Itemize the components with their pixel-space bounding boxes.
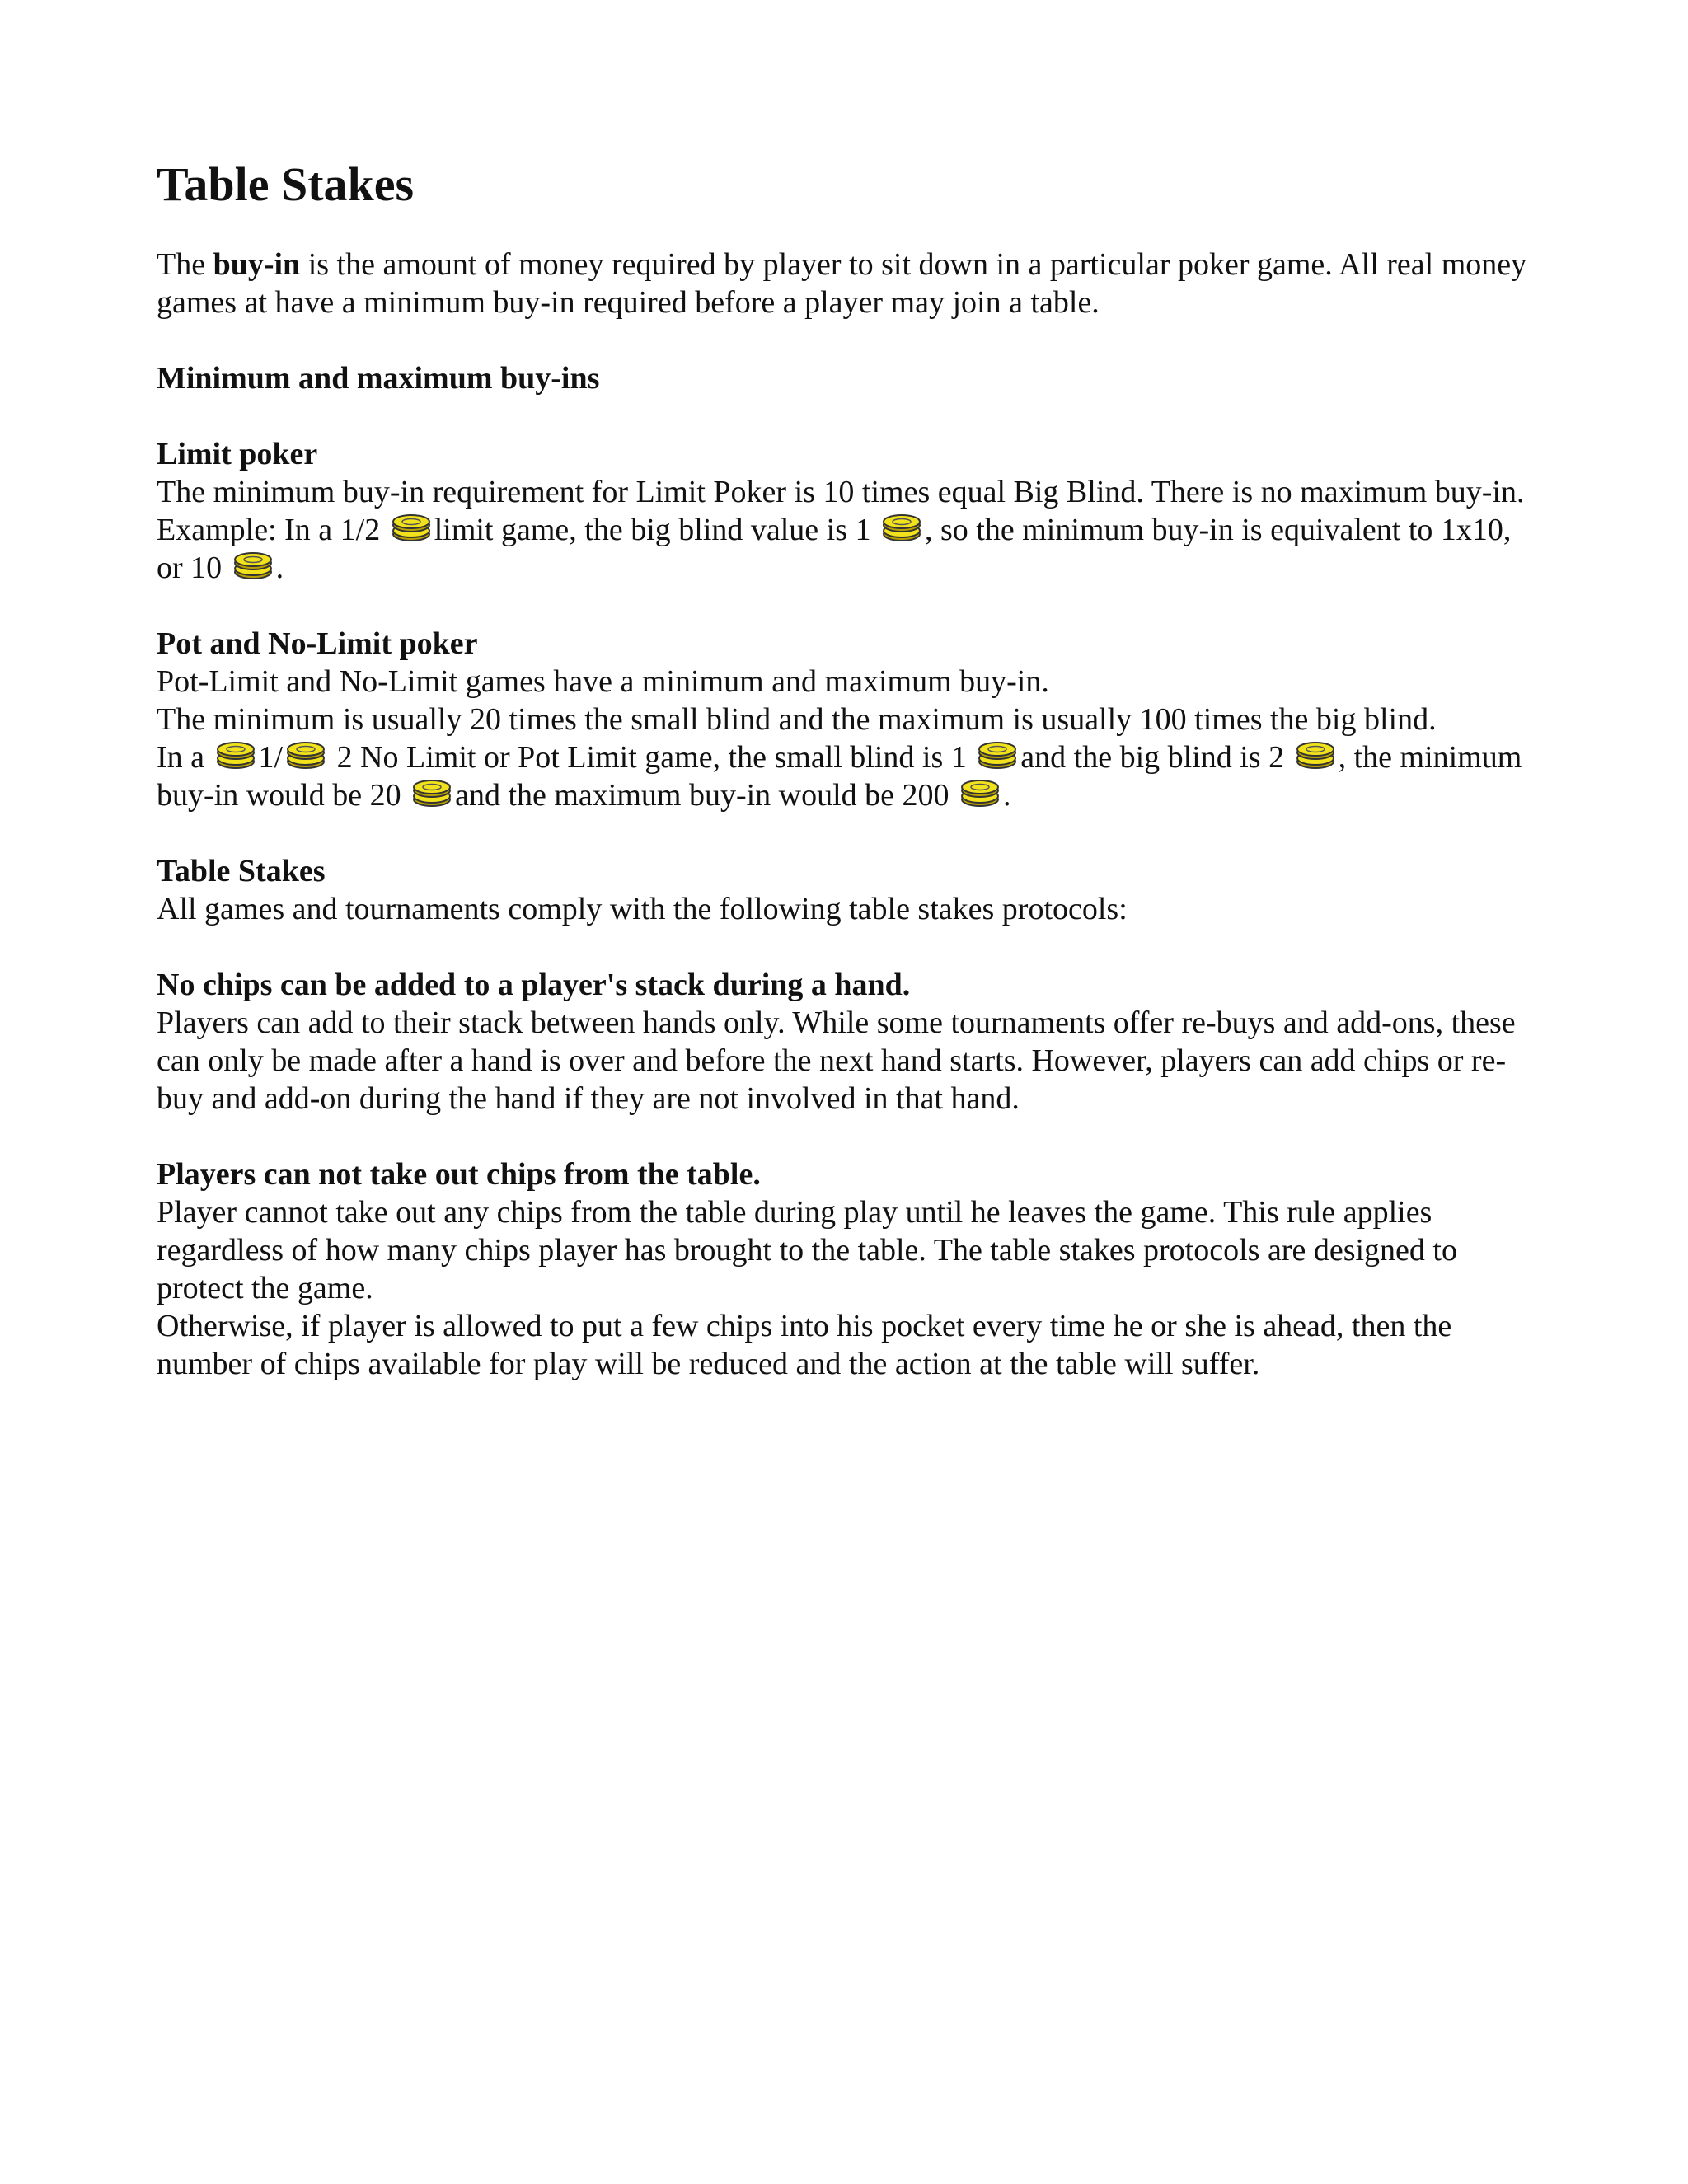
rule1-heading: No chips can be added to a player's stack during a hand. (157, 968, 911, 1002)
potlimit-example-text: and the big blind is 2 (1020, 740, 1292, 775)
rule1-text: Players can add to their stack between hands only. While some tournaments offer re-buys and add-ons, these can only be made after a hand is over and before the next hand starts. However, players can add chips or re-buy and add-on during the hand if they are not involved in that hand. (157, 1005, 1516, 1116)
rule2-text1: Player cannot take out any chips from the table during play until he leaves the game. This rule applies regardless of how many chips player has brought to the table. The table stakes protocols are designed to protect the game. (157, 1195, 1457, 1305)
rule2-text2: Otherwise, if player is allowed to put a few chips into his pocket every time he or she is ahead, then the number of chips available for play will be reduced and the action at the table will suffer. (157, 1309, 1452, 1381)
intro-text-pre: The (157, 247, 213, 282)
chip-stack-icon (410, 777, 453, 808)
potlimit-example-text: In a (157, 740, 213, 775)
potlimit-line1: Pot-Limit and No-Limit games have a minimum and maximum buy-in. (157, 664, 1049, 699)
potlimit-example-text: . (1003, 778, 1011, 813)
intro-term-buy-in: buy-in (213, 247, 301, 282)
potlimit-example-text: 2 No Limit or Pot Limit game, the small blind is 1 (329, 740, 975, 775)
chip-stack-icon (959, 777, 1001, 808)
chip-stack-icon (214, 739, 257, 771)
potlimit-example-text: and the maximum buy-in would be 200 (455, 778, 958, 813)
chip-stack-icon (1294, 739, 1337, 771)
limit-example-text: Example: In a 1/2 (157, 513, 388, 547)
limit-example-text: limit game, the big blind value is 1 (434, 513, 879, 547)
chip-stack-icon (390, 512, 433, 543)
table-stakes-intro: All games and tournaments comply with the following table stakes protocols: (157, 892, 1128, 926)
limit-example (157, 511, 1533, 587)
limit-heading: Limit poker (157, 437, 318, 471)
table-stakes-heading: Table Stakes (157, 854, 326, 888)
intro-text-post: is the amount of money required by player to sit down in a particular poker game. All real money games at have a minimum buy-in required before a player may join a table. (157, 247, 1527, 320)
chip-stack-icon (976, 739, 1019, 771)
document-page (157, 157, 1533, 1383)
chip-stack-icon (880, 512, 923, 543)
potlimit-example-text: , the minimum buy-in would be 20 (157, 740, 1522, 813)
potlimit-line2: The minimum is usually 20 times the small blind and the maximum is usually 100 times the big blind. (157, 702, 1437, 737)
section-heading-min-max: Minimum and maximum buy-ins (157, 361, 600, 396)
limit-example-text: , so the minimum buy-in is equivalent to 1x10, or 10 (157, 513, 1512, 585)
intro-paragraph (157, 246, 1533, 321)
chip-stack-icon (284, 739, 327, 771)
rule2-heading: Players can not take out chips from the table. (157, 1157, 761, 1192)
potlimit-example (157, 738, 1533, 814)
chip-stack-icon (232, 550, 274, 581)
page-title: Table Stakes (157, 157, 415, 211)
limit-example-text: . (275, 551, 284, 585)
potlimit-example-text: 1/ (258, 740, 284, 775)
limit-description: The minimum buy-in requirement for Limit Poker is 10 times equal Big Blind. There is no maximum buy-in. (157, 475, 1525, 509)
potlimit-heading: Pot and No-Limit poker (157, 626, 478, 661)
